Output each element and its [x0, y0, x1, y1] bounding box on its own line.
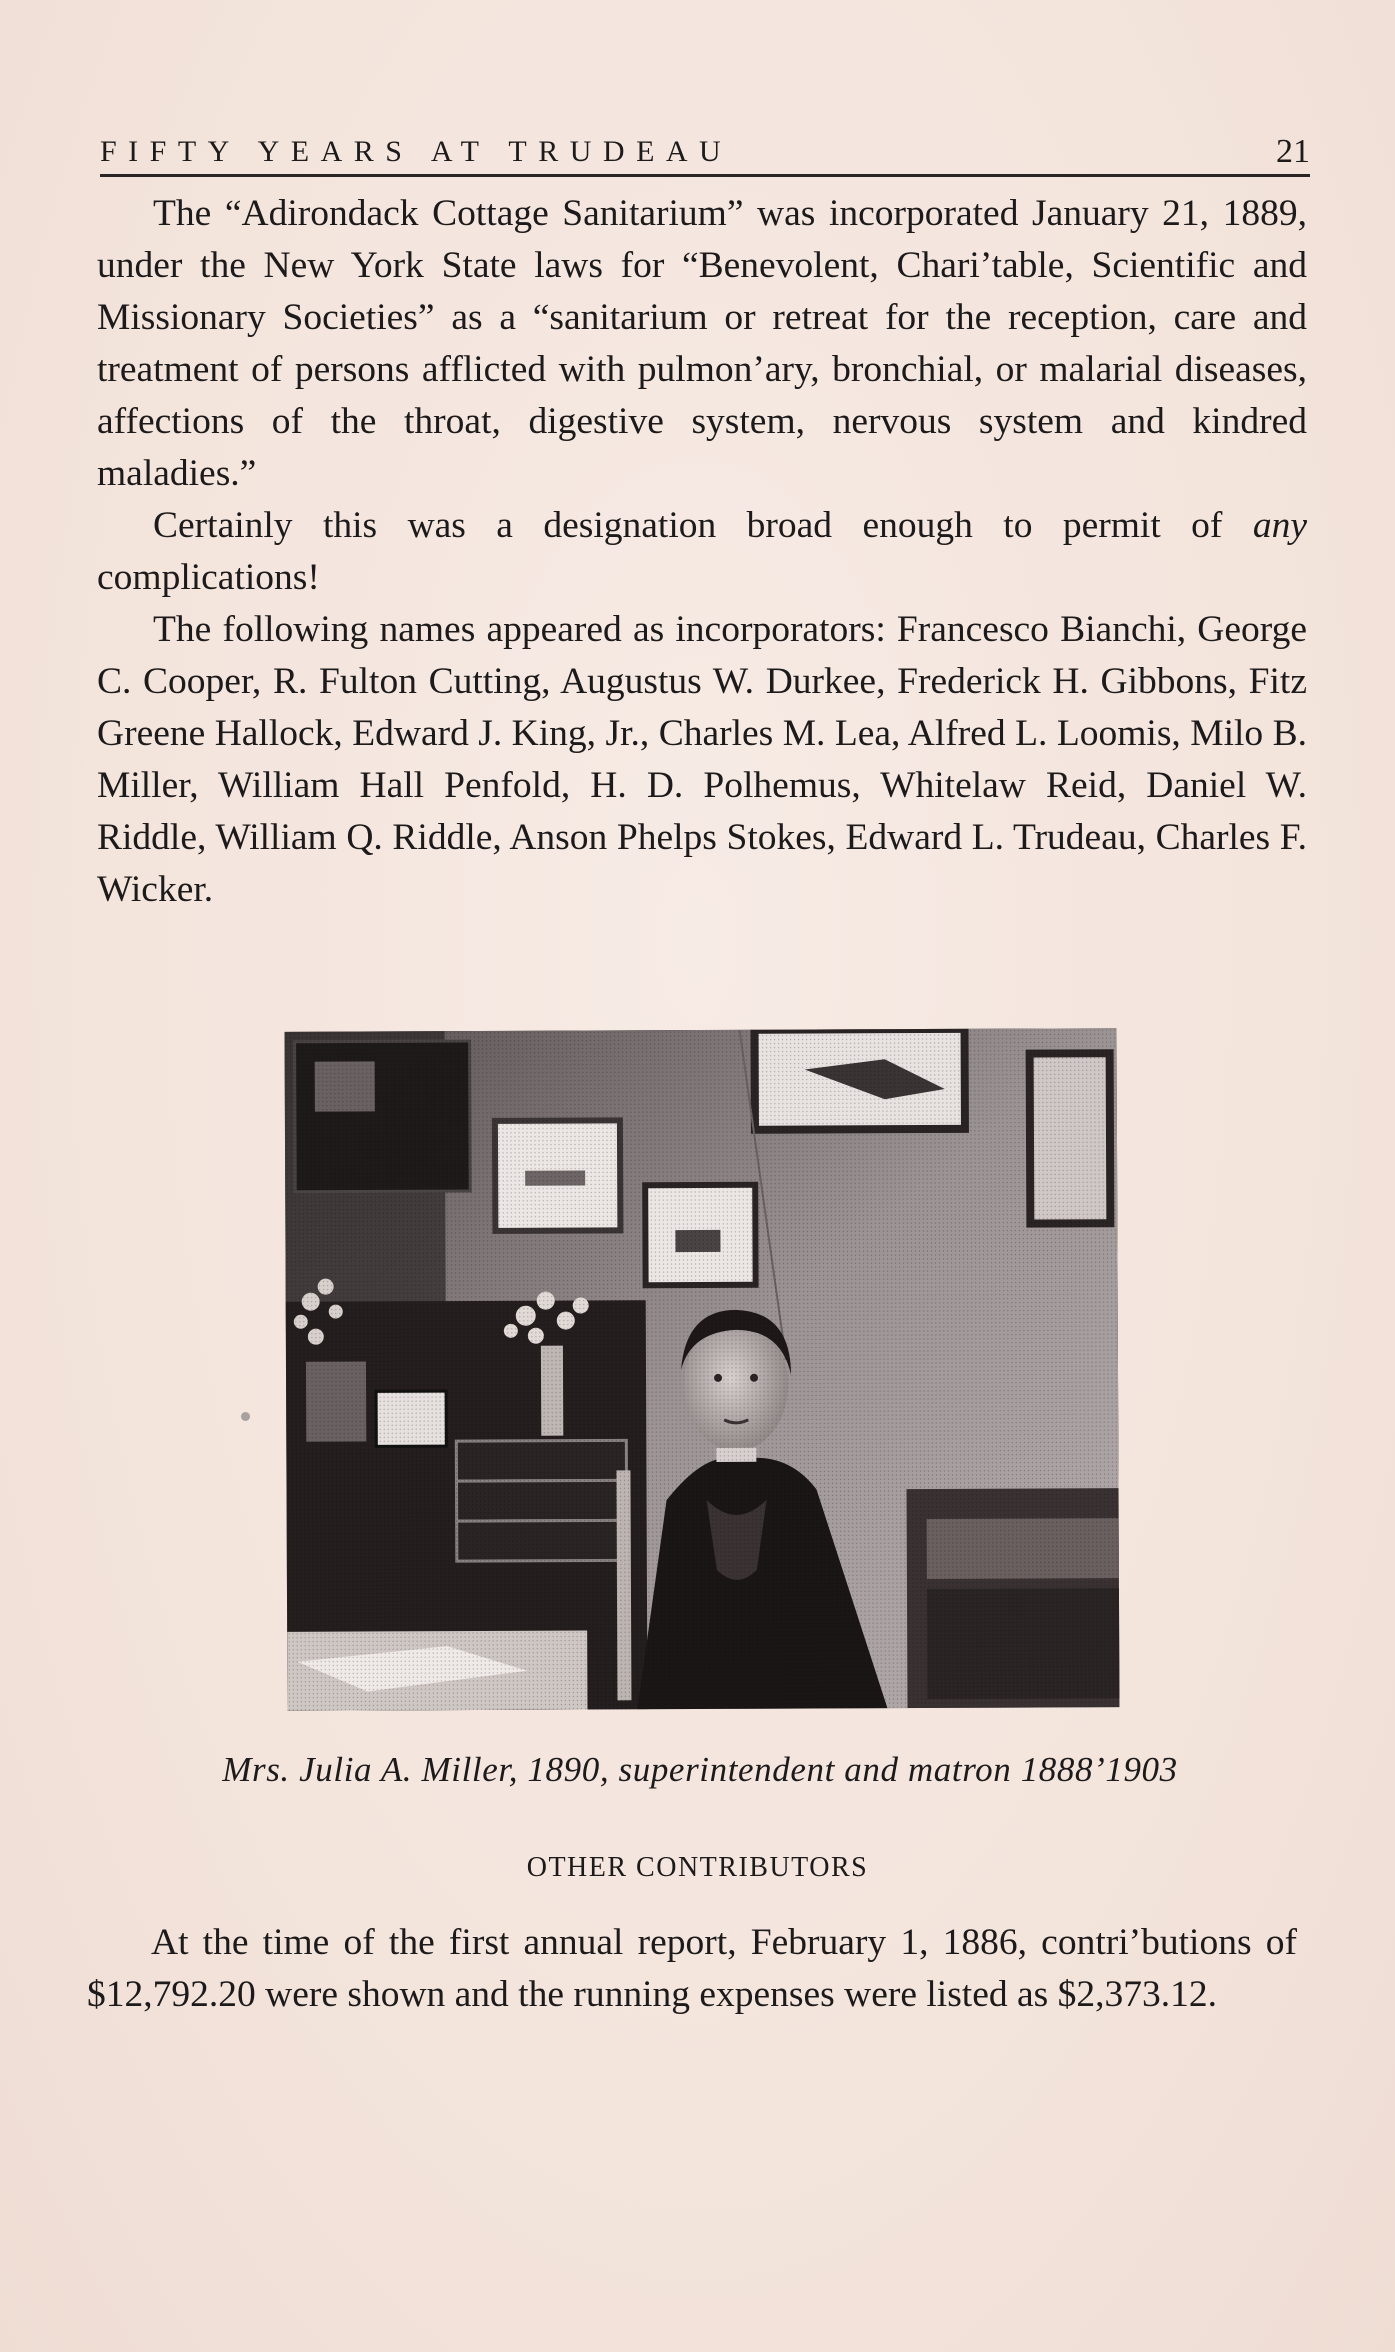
section-heading: OTHER CONTRIBUTORS — [526, 1852, 869, 1883]
paragraph-contributions: At the time of the first annual report, February 1, 1886, contri’butions of $12,792.20 were shown and the running expenses were listed as $2,373.12. — [87, 1922, 1297, 2015]
portrait-photograph — [285, 1028, 1120, 1711]
running-title: FIFTY YEARS AT TRUDEAU — [100, 135, 733, 168]
emphasis-any: any — [1252, 505, 1307, 546]
section-text — [87, 1917, 1297, 2021]
running-head — [100, 130, 1310, 177]
paragraph-incorporation: The “Adirondack Cottage Sanitarium” was incorporated January 21, 1889, under the New York State laws for “Benevolent, Chari’table, Scientific and Missionary Societies” as a “sanitarium or retreat for the reception, care and treatment of persons afflicted with pulmon’ary, bronchial, or malarial diseases, affections of the throat, digestive system, nervous system and kindred maladies.” — [97, 193, 1307, 494]
main-text — [97, 188, 1307, 916]
designation-text-end: complications! — [97, 557, 320, 598]
designation-text-start: Certainly this was a designation broad enough to permit of — [153, 505, 1253, 546]
photo-caption: Mrs. Julia A. Miller, 1890, superintendent and matron 1888’1903 — [222, 1750, 1178, 1789]
paragraph-incorporators: The following names appeared as incorporators: Francesco Bianchi, George C. Cooper, R. Fulton Cutting, Augustus W. Durkee, Frederick H. Gibbons, Fitz Greene Hallock, Edward J. King, Jr., Charles M. Lea, Alfred L. Loomis, Milo B. Miller, William Hall Penfold, H. D. Polhemus, Whitelaw Reid, Daniel W. Riddle, William Q. Riddle, Anson Phelps Stokes, Edward L. Trudeau, Charles F. Wicker. — [97, 609, 1307, 910]
photo-illustration — [285, 1028, 1120, 1711]
paper-speck — [241, 1412, 250, 1421]
page-number: 21 — [1276, 133, 1310, 170]
paragraph-designation — [97, 500, 1307, 604]
